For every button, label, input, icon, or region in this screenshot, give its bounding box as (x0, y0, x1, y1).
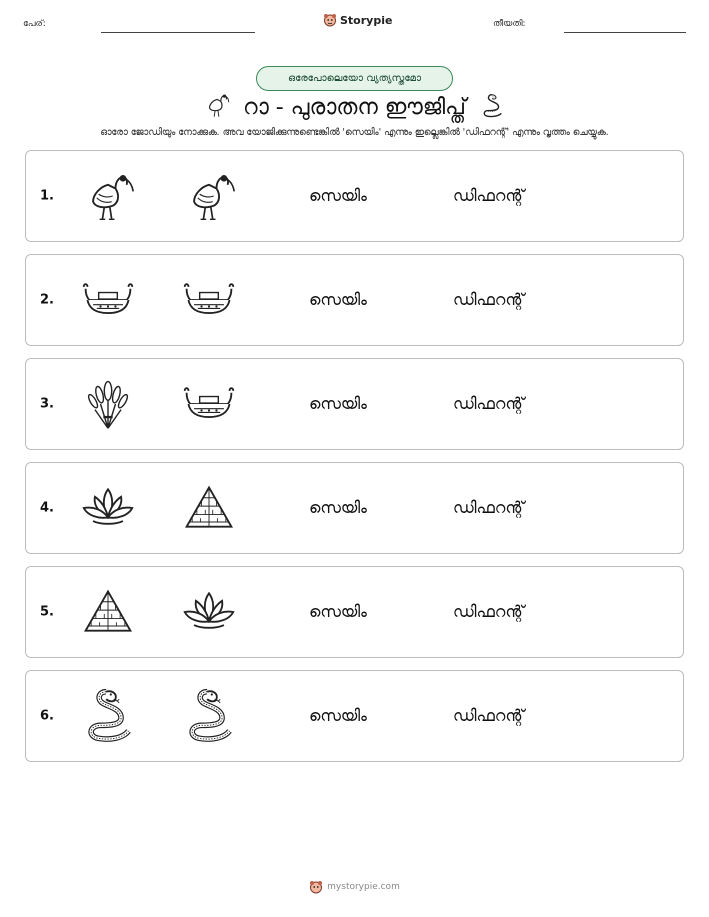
pair-row (25, 670, 684, 762)
boat-icon (80, 272, 136, 328)
name-field[interactable] (101, 32, 255, 33)
row-number: 2. (40, 292, 54, 308)
boat-icon (181, 272, 237, 328)
lotus-icon (181, 584, 237, 640)
pyramid-icon (181, 480, 237, 536)
category-badge: ഒരേപോലെയോ വ്യത്യസ്തമോ (256, 66, 453, 91)
row-number: 6. (40, 708, 54, 724)
logo-text: Storypie (340, 13, 393, 27)
wheat-icon (80, 376, 136, 432)
different-option[interactable]: ഡിഫറന്റ് (453, 290, 525, 309)
pair-row (25, 150, 684, 242)
cobra-icon (181, 688, 237, 744)
same-option[interactable]: സെയിം (309, 602, 367, 621)
title-ibis-icon (203, 90, 231, 124)
page-title: റാ - പുരാതന ഈജിപ്ത് (243, 94, 466, 120)
same-option[interactable]: സെയിം (309, 394, 367, 413)
title-cobra-icon (478, 90, 506, 124)
same-option[interactable]: സെയിം (309, 498, 367, 517)
storypie-mascot-icon (323, 13, 337, 27)
row-number: 3. (40, 396, 54, 412)
ibis-icon (181, 168, 237, 224)
footer (0, 880, 709, 894)
row-number: 1. (40, 188, 54, 204)
lotus-icon (80, 480, 136, 536)
name-label: പേര്: (23, 19, 46, 29)
storypie-mascot-icon (309, 880, 323, 894)
same-option[interactable]: സെയിം (309, 290, 367, 309)
title-row (0, 90, 709, 124)
row-number: 5. (40, 604, 54, 620)
ibis-icon (80, 168, 136, 224)
different-option[interactable]: ഡിഫറന്റ് (453, 186, 525, 205)
pair-row (25, 358, 684, 450)
same-option[interactable]: സെയിം (309, 706, 367, 725)
row-number: 4. (40, 500, 54, 516)
boat-icon (181, 376, 237, 432)
footer-link[interactable]: mystorypie.com (327, 882, 400, 892)
pair-row (25, 462, 684, 554)
different-option[interactable]: ഡിഫറന്റ് (453, 394, 525, 413)
cobra-icon (80, 688, 136, 744)
same-option[interactable]: സെയിം (309, 186, 367, 205)
instructions: ഓരോ ജോഡിയും നോക്കുക. അവ യോജിക്കുന്നുണ്ടെങ്കിൽ 'സെയിം' എന്നും ഇല്ലെങ്കിൽ 'ഡിഫറന്റ്' എന്നും വൃത്തം ചെയ്യുക. (100, 127, 609, 138)
pyramid-icon (80, 584, 136, 640)
date-field[interactable] (564, 32, 686, 33)
pair-row (25, 566, 684, 658)
different-option[interactable]: ഡിഫറന്റ് (453, 706, 525, 725)
date-label: തീയതി: (493, 19, 526, 29)
storypie-logo (323, 13, 392, 27)
different-option[interactable]: ഡിഫറന്റ് (453, 602, 525, 621)
different-option[interactable]: ഡിഫറന്റ് (453, 498, 525, 517)
pair-row (25, 254, 684, 346)
